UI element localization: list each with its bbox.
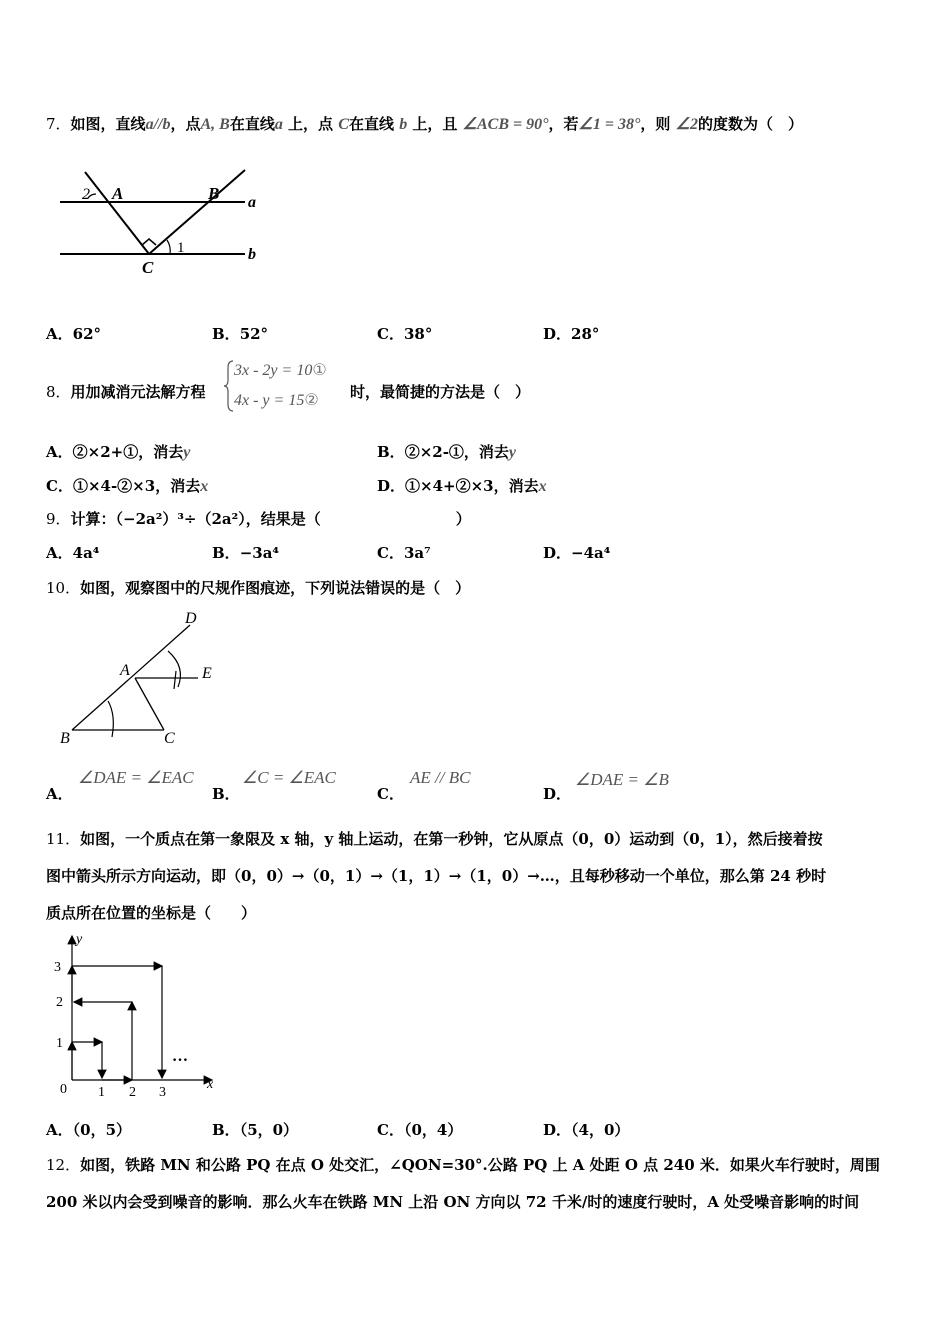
- q8-equation-2: 4x - y = 15②: [234, 392, 319, 409]
- q10-label-E: E: [202, 665, 212, 682]
- q10-option-a-key[interactable]: A．: [46, 785, 73, 803]
- q10-label-D: D: [185, 610, 197, 627]
- q10-option-b-math: ∠C = ∠EAC: [242, 768, 336, 787]
- q8-equation-1: 3x - 2y = 10①: [234, 362, 327, 379]
- q11-option-d[interactable]: D．（4，0）: [543, 1121, 630, 1139]
- q11-stem-line-1: 11．如图，一个质点在第一象限及 x 轴，y 轴上运动，在第一秒钟，它从原点（0，0）运动到（0，1），然后接着按: [46, 830, 823, 848]
- q8-option-d[interactable]: D．①×4+②×3，消去x: [377, 477, 547, 495]
- q7-number: 7．: [46, 115, 71, 133]
- q9-number: 9．: [46, 510, 71, 528]
- q11-stem-line-3: 质点所在位置的坐标是（ ）: [46, 904, 257, 922]
- q11-option-a[interactable]: A．（0，5）: [46, 1121, 132, 1139]
- q11-number: 11．: [46, 830, 81, 848]
- q10-label-A: A: [120, 662, 130, 679]
- q9-option-c[interactable]: C．3a⁷: [377, 544, 431, 562]
- q11-label-x: x: [207, 1077, 214, 1092]
- q8-option-c[interactable]: C．①×4-②×3，消去x: [46, 477, 209, 495]
- q8-stem-lead: 8．用加减消元法解方程: [46, 383, 206, 401]
- q7-label-2: 2: [82, 186, 90, 203]
- q8-stem-tail: 时，最简捷的方法是（ ）: [350, 383, 531, 401]
- q8-option-b[interactable]: B．②×2-①，消去y: [377, 443, 517, 461]
- q10-label-C: C: [164, 730, 175, 747]
- q7-label-1: 1: [177, 240, 185, 256]
- q7-option-a[interactable]: A．62°: [46, 325, 102, 343]
- q7-figure: [50, 160, 270, 280]
- q11-tick-y1: 1: [56, 1036, 63, 1051]
- q9-option-b[interactable]: B．−3a⁴: [212, 544, 279, 562]
- q8-number: 8．: [46, 383, 71, 401]
- q10-option-b-key[interactable]: B．: [212, 785, 240, 803]
- q11-tick-y3: 3: [54, 960, 61, 975]
- q7-label-a: a: [248, 194, 256, 211]
- q9-stem: 9．计算：（−2a²）³÷（2a²），结果是（ ）: [46, 510, 471, 528]
- q11-label-origin: 0: [60, 1082, 67, 1097]
- q10-option-a-math: ∠DAE = ∠EAC: [78, 768, 194, 787]
- q12-stem-line-2: 200 米以内会受到噪音的影响．那么火车在铁路 MN 上沿 ON 方向以 72 千米/时的速度行驶时，A 处受噪音影响的时间: [46, 1193, 860, 1211]
- q10-figure: [50, 605, 230, 755]
- q7-label-A: A: [112, 184, 124, 203]
- q11-option-c[interactable]: C．（0，4）: [377, 1121, 463, 1139]
- q10-label-B: B: [60, 730, 70, 747]
- q7-option-c[interactable]: C．38°: [377, 325, 433, 343]
- q11-tick-x2: 2: [129, 1085, 136, 1100]
- q7-label-b: b: [248, 246, 256, 263]
- q11-stem-line-2: 图中箭头所示方向运动，即（0，0）→（0，1）→（1，1）→（1，0）→…，且每秒移动一个单位，那么第 24 秒时: [46, 867, 827, 885]
- q10-option-d-key[interactable]: D．: [543, 785, 572, 803]
- q11-tick-x1: 1: [98, 1085, 105, 1100]
- q11-ellipsis: …: [172, 1048, 188, 1065]
- q11-tick-x3: 3: [159, 1085, 166, 1100]
- q11-option-b[interactable]: B．（5，0）: [212, 1121, 299, 1139]
- q10-option-c-math: AE // BC: [410, 768, 471, 787]
- q12-stem-line-1: 12．如图，铁路 MN 和公路 PQ 在点 O 处交汇，∠QON=30°.公路 PQ 上 A 处距 O 点 240 米．如果火车行驶时，周围: [46, 1156, 880, 1174]
- q8-brace: [224, 360, 234, 412]
- q7-option-d[interactable]: D．28°: [543, 325, 600, 343]
- q7-stem: 7．如图，直线a//b，点A, B在直线a 上，点 C在直线 b 上，且 ∠ACB = 90°，若∠1 = 38°，则 ∠2的度数为（ ）: [46, 115, 803, 133]
- q12-number: 12．: [46, 1156, 81, 1174]
- q7-option-b[interactable]: B．52°: [212, 325, 269, 343]
- q8-option-a[interactable]: A．②×2+①，消去y: [46, 443, 191, 461]
- q11-tick-y2: 2: [56, 995, 63, 1010]
- q9-option-d[interactable]: D．−4a⁴: [543, 544, 611, 562]
- q7-label-C: C: [142, 258, 154, 277]
- q11-label-y: y: [76, 932, 83, 947]
- q7-label-B: B: [208, 184, 220, 203]
- q10-option-d-math: ∠DAE = ∠B: [575, 770, 669, 789]
- q10-option-c-key[interactable]: C．: [377, 785, 404, 803]
- q10-stem: 10．如图，观察图中的尺规作图痕迹，下列说法错误的是（ ）: [46, 579, 471, 597]
- q11-figure: [44, 930, 234, 1105]
- q9-option-a[interactable]: A．4a⁴: [46, 544, 100, 562]
- q10-number: 10．: [46, 579, 81, 597]
